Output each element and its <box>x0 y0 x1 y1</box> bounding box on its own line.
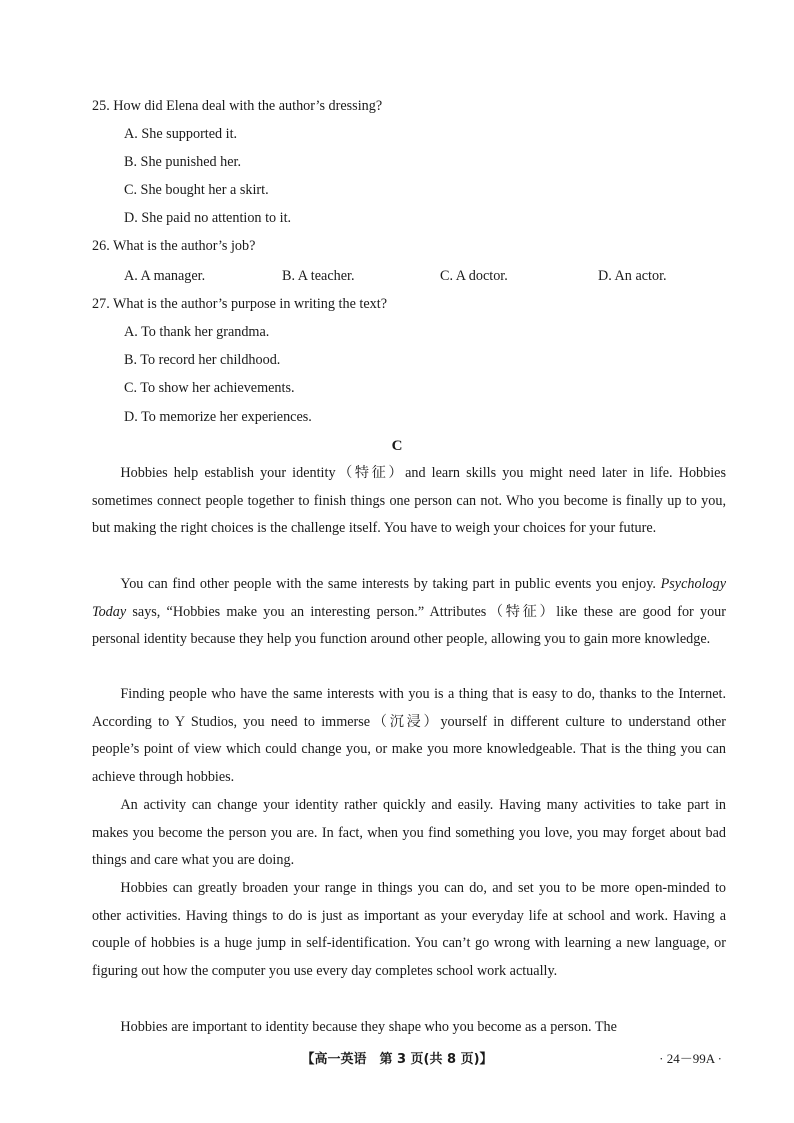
question-26-options <box>124 266 724 286</box>
passage-paragraph-1: Hobbies help establish your identity（特征）and learn skills you might need later in life. Hobbies sometimes connect people together to finish things one person can not. Who you become is finally up to you, but making the right choices is the challenge itself. You have to weigh your choices for your future. <box>92 465 726 537</box>
passage-paragraph-2-end: says, “Hobbies make you an interesting person.” Attributes（特征）like these are good for your personal identity because they help you function around other people, allowing you to gain more knowledge. <box>92 603 726 648</box>
question-26-option-a: A. A manager. <box>124 268 206 284</box>
question-26-option-c: C. A doctor. <box>440 268 508 284</box>
question-27-option-b: B. To record her childhood. <box>124 352 281 368</box>
footer-code: · 24－99A · <box>659 1051 722 1066</box>
passage-paragraph-6: Hobbies are important to identity because they shape who you become as a person. The <box>120 1019 617 1035</box>
question-26-option-d: D. An actor. <box>598 268 667 284</box>
passage-paragraph-2-start: You can find other people with the same interests by taking part in public events you enjoy. <box>120 576 661 592</box>
question-25-option-c: C. She bought her a skirt. <box>124 182 269 198</box>
question-25-stem: 25. How did Elena deal with the author’s dressing? <box>92 98 383 114</box>
question-25-option-d: D. She paid no attention to it. <box>124 210 292 226</box>
question-27-option-a: A. To thank her grandma. <box>124 324 270 340</box>
page-footer <box>0 1048 794 1068</box>
passage-paragraph-5: Hobbies can greatly broaden your range in things you can do, and set you to be more open-minded to other activities. Having things to do is just as important as your everyday life at school and work. Having a couple of hobbies is a huge jump in self-identification. You can’t go wrong with learning a new language, or figuring out how the computer you use every day completes school work actually. <box>92 880 726 980</box>
question-27-stem: 27. What is the author’s purpose in writing the text? <box>92 296 387 312</box>
passage-paragraph-2 <box>92 571 726 654</box>
passage-paragraph-3: Finding people who have the same interests with you is a thing that is easy to do, thanks to the Internet. According to Y Studios, you need to immerse（沉浸）yourself in different culture to understand other people’s point of view which could change you, or make you more knowledgeable. That is the thing you can achieve through hobbies. <box>92 686 726 786</box>
magazine-title: Psychology Today <box>92 576 726 620</box>
question-26-option-b: B. A teacher. <box>282 268 355 284</box>
footer-title: 【高一英语 第 3 页(共 8 页)】 <box>301 1052 493 1067</box>
question-25-option-b: B. She punished her. <box>124 154 242 170</box>
section-heading: C <box>391 438 403 454</box>
passage-paragraph-4: An activity can change your identity rather quickly and easily. Having many activities to take part in makes you become the person you are. In fact, when you find something you love, you may forget about bad things and care what you are doing. <box>92 797 726 869</box>
question-27-option-d: D. To memorize her experiences. <box>124 409 312 425</box>
question-25-option-a: A. She supported it. <box>124 126 238 142</box>
question-27-option-c: C. To show her achievements. <box>124 380 295 396</box>
question-26-stem: 26. What is the author’s job? <box>92 238 256 254</box>
